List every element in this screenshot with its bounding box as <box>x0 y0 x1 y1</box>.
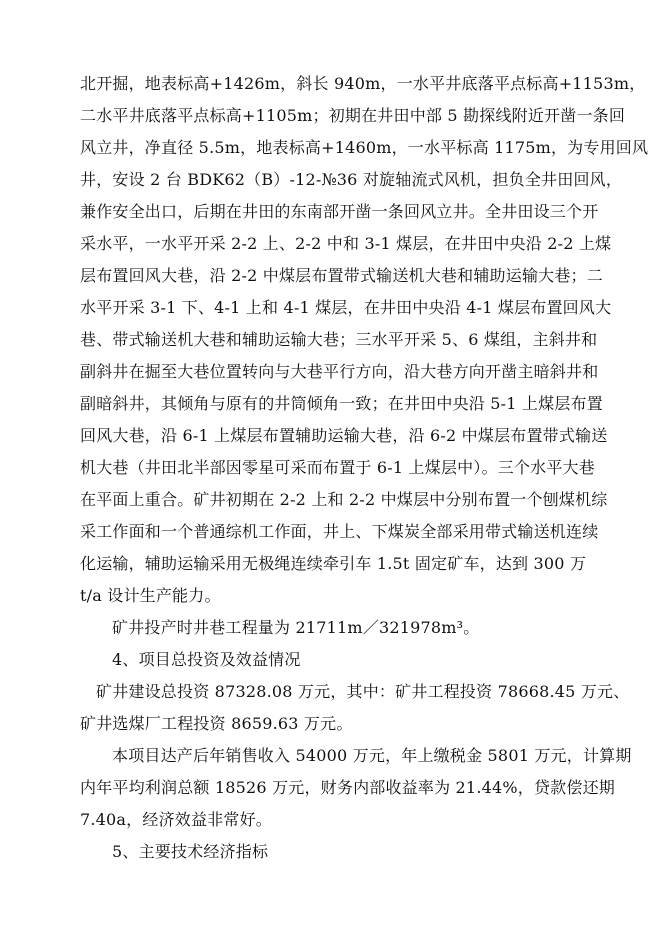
section-heading: 4、项目总投资及效益情况 <box>112 650 301 669</box>
text-line: 二水平井底落平点标高+1105m；初期在井田中部 5 勘探线附近开凿一条回 <box>80 106 626 125</box>
text-line: 回风大巷，沿 6-1 上煤层布置辅助运输大巷，沿 6-2 中煤层布置带式输送 <box>80 426 608 445</box>
section-heading: 5、主要技术经济指标 <box>112 842 269 861</box>
text-line: 机大巷（井田北半部因零星可采而布置于 6-1 上煤层中）。三个水平大巷 <box>80 458 595 477</box>
text-line: 风立井，净直径 5.5m，地表标高+1460m，一水平标高 1175m，为专用回风 <box>80 138 649 157</box>
text-line: 在平面上重合。矿井初期在 2-2 上和 2-2 中煤层中分别布置一个刨煤机综 <box>80 490 608 509</box>
text-line: 副斜井在掘至大巷位置转向与大巷平行方向，沿大巷方向开凿主暗斜井和 <box>80 362 599 381</box>
text-line: 采水平，一水平开采 2-2 上、2-2 中和 3-1 煤层，在井田中央沿 2-2 上煤 <box>80 234 612 253</box>
text-line: 副暗斜井，其倾角与原有的井筒倾角一致；在井田中央沿 5-1 上煤层布置 <box>80 394 603 413</box>
text-line: 水平开采 3-1 下、4-1 上和 4-1 煤层，在井田中央沿 4-1 煤层布置回风大 <box>80 298 612 317</box>
text-line: 采工作面和一个普通综机工作面，井上、下煤炭全部采用带式输送机连续 <box>80 522 599 541</box>
text-line: 本项目达产后年销售收入 54000 万元，年上缴税金 5801 万元，计算期 <box>112 746 632 765</box>
text-line: 化运输，辅助运输采用无极绳连续牵引车 1.5t 固定矿车，达到 300 万 <box>80 554 587 573</box>
text-line: 内年平均利润总额 18526 万元，财务内部收益率为 21.44%，贷款偿还期 <box>80 778 615 797</box>
text-line: 北开掘，地表标高+1426m，斜长 940m，一水平井底落平点标高+1153m， <box>80 74 646 93</box>
text-line: 矿井投产时井巷工程量为 21711m／321978m³。 <box>112 618 480 637</box>
text-line: t/a 设计生产能力。 <box>80 586 221 605</box>
text-line: 兼作安全出口，后期在井田的东南部开凿一条回风立井。全井田设三个开 <box>80 202 599 221</box>
text-line: 巷、带式输送机大巷和辅助运输大巷；三水平开采 5、6 煤组，主斜井和 <box>80 330 598 349</box>
text-line: 层布置回风大巷，沿 2-2 中煤层布置带式输送机大巷和辅助运输大巷；二 <box>80 266 603 285</box>
text-line: 7.40a，经济效益非常好。 <box>80 810 272 829</box>
text-line: 矿井选煤厂工程投资 8659.63 万元。 <box>80 714 353 733</box>
text-line: 矿井建设总投资 87328.08 万元，其中：矿井工程投资 78668.45 万元、 <box>96 682 630 701</box>
text-line: 井，安设 2 台 BDK62（B）-12-№36 对旋轴流式风机，担负全井田回风， <box>80 170 623 189</box>
